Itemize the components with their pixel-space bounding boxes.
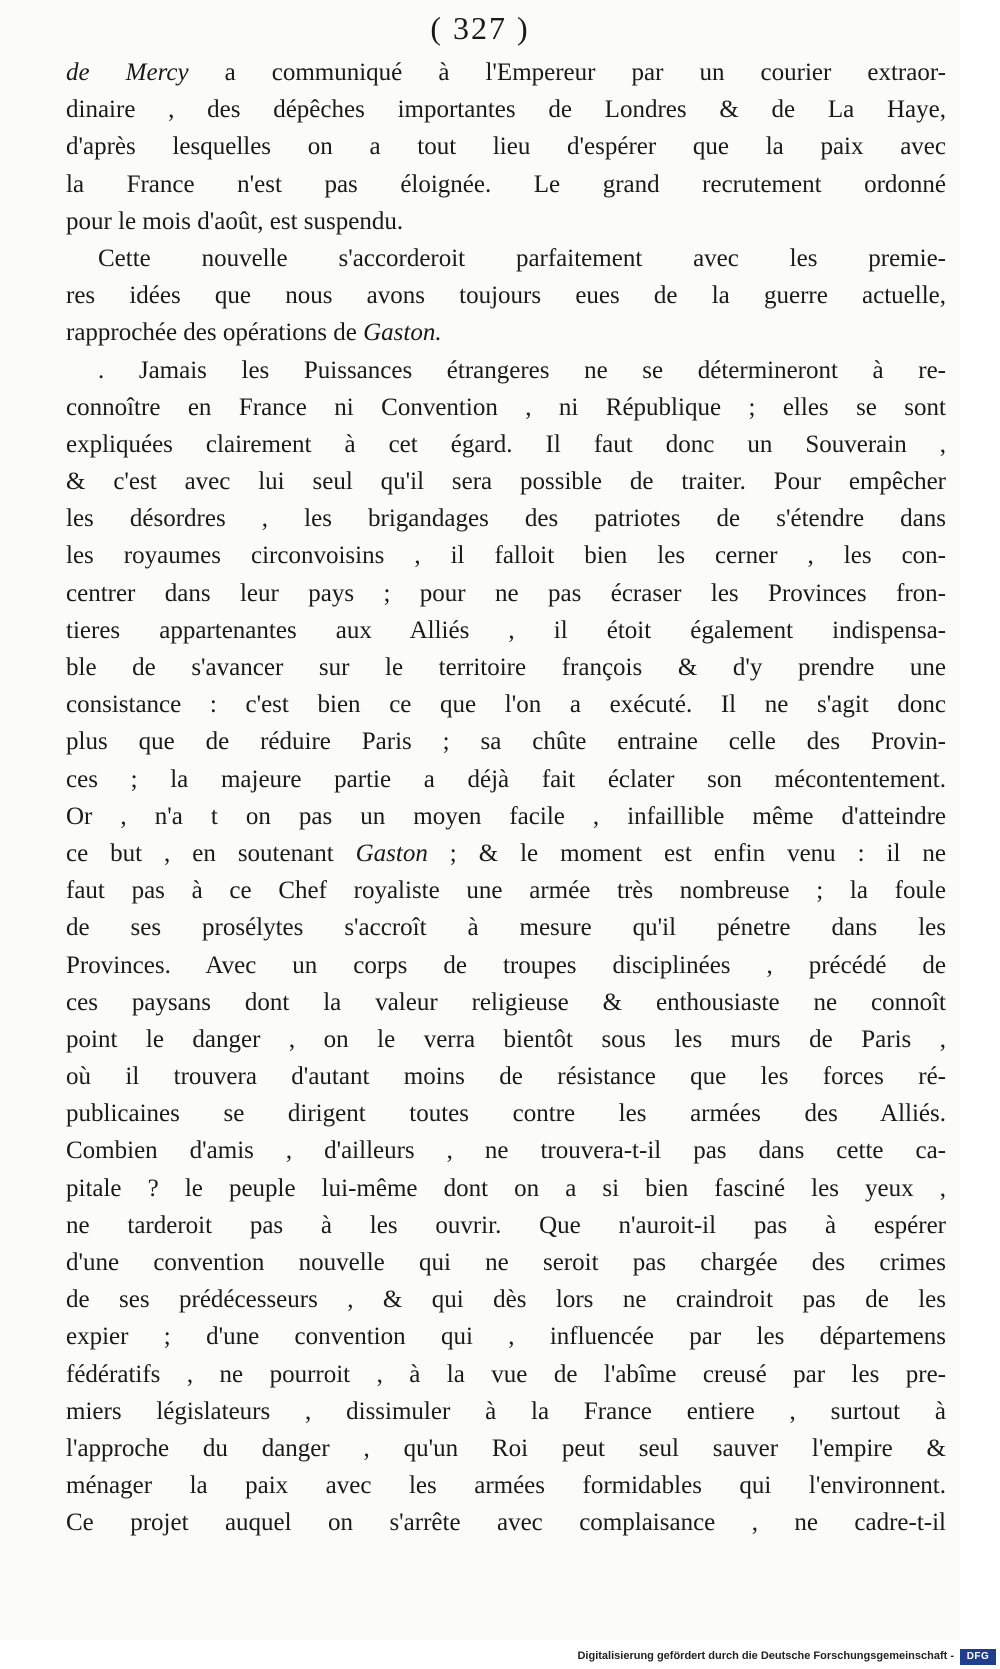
text-run: centrer dans leur pays ; pour ne pas écraser les Provinces fron- (66, 579, 946, 607)
text-line (66, 54, 946, 91)
text-run: dinaire , des dépêches importantes de Londres & de La Haye, (66, 96, 946, 124)
text-run: de ses prédécesseurs , & qui dès lors ne craindroit pas de les (66, 1286, 946, 1314)
text-line (66, 314, 946, 351)
text-run: & c'est avec lui seul qu'il sera possible de traiter. Pour empêcher (66, 468, 946, 496)
text-line (66, 352, 946, 389)
text-run: d'après lesquelles on a tout lieu d'espérer que la paix avec (66, 133, 946, 161)
text-line (66, 1504, 946, 1541)
text-run: où il trouvera d'autant moins de résistance que les forces ré- (66, 1063, 946, 1091)
text-line (66, 1244, 946, 1281)
text-run: Combien d'amis , d'ailleurs , ne trouvera-t-il pas dans cette ca- (66, 1137, 946, 1165)
text-run: ne tarderoit pas à les ouvrir. Que n'auroit-il pas à espérer (66, 1211, 946, 1239)
text-run: Cette nouvelle s'accorderoit parfaitement avec les premie- (98, 244, 946, 272)
text-run: ménager la paix avec les armées formidables qui l'environnent. (66, 1472, 946, 1500)
text-line (66, 1281, 946, 1318)
text-line (66, 1207, 946, 1244)
digitization-credit: Digitalisierung gefördert durch die Deutsche Forschungsgemeinschaft - (577, 1650, 954, 1662)
text-run: rapprochée des opérations de (66, 319, 364, 347)
footer-bar (0, 1646, 1000, 1669)
text-run: ces ; la majeure partie a déjà fait éclater son mécontentement. (66, 765, 946, 793)
text-line (66, 1058, 946, 1095)
text-run: l'approche du danger , qu'un Roi peut seul sauver l'empire & (66, 1434, 946, 1462)
italic-name: de Mercy (66, 59, 189, 86)
text-run: de ses prosélytes s'accroît à mesure qu'il pénetre dans les (66, 914, 946, 942)
text-line (66, 575, 946, 612)
text-line (66, 761, 946, 798)
text-run: ble de s'avancer sur le territoire françois & d'y prendre une (66, 654, 946, 681)
text-line (66, 686, 946, 723)
text-line (66, 389, 946, 426)
text-run: fédératifs , ne pourroit , à la vue de l'abîme creusé par les pre- (66, 1360, 946, 1388)
text-run: publicaines se dirigent toutes contre les armées des Alliés. (66, 1100, 946, 1128)
text-line (66, 1318, 946, 1355)
text-line (66, 947, 946, 984)
body-text (66, 54, 946, 1542)
text-run: miers législateurs , dissimuler à la France entiere , surtout à (66, 1397, 946, 1425)
text-line (66, 1021, 946, 1058)
text-line (66, 1132, 946, 1169)
text-line (66, 537, 946, 574)
text-run: tieres appartenantes aux Alliés , il étoit également indispensa- (66, 616, 946, 644)
text-line (66, 612, 946, 649)
text-line (66, 1095, 946, 1132)
text-run: . Jamais les Puissances étrangeres ne se détermineront à re- (98, 356, 946, 384)
text-run: point le danger , on le verra bientôt sous les murs de Paris , (66, 1025, 946, 1053)
text-line (66, 723, 946, 760)
text-run: ce but , en soutenant (66, 839, 356, 867)
text-line (66, 166, 946, 203)
text-line (66, 91, 946, 128)
text-run: connoître en France ni Convention , ni République ; elles se sont (66, 393, 946, 421)
text-line (66, 240, 946, 277)
text-line (66, 500, 946, 537)
text-line (66, 1393, 946, 1430)
text-line (66, 649, 946, 686)
text-line (66, 1430, 946, 1467)
text-run: Provinces. Avec un corps de troupes disciplinées , précédé de (66, 951, 946, 979)
italic-name: Gaston. (363, 319, 442, 347)
italic-name: Gaston (355, 839, 428, 867)
text-run: consistance : c'est bien ce que l'on a exécuté. Il ne s'agit donc (66, 691, 946, 719)
text-run: pitale ? le peuple lui-même dont on a si bien fasciné les yeux , (66, 1174, 946, 1202)
text-line (66, 426, 946, 463)
text-line (66, 798, 946, 835)
text-line (66, 1467, 946, 1504)
text-run: les royaumes circonvoisins , il falloit bien les cerner , les con- (66, 542, 946, 570)
text-line (66, 909, 946, 946)
text-run: expliquées clairement à cet égard. Il faut donc un Souverain , (66, 430, 946, 458)
text-line (66, 1356, 946, 1393)
text-run: res idées que nous avons toujours eues de la guerre actuelle, (66, 282, 946, 310)
text-run: plus que de réduire Paris ; sa chûte entraine celle des Provin- (66, 728, 946, 756)
text-line (66, 463, 946, 500)
page-number: ( 327 ) (430, 10, 530, 46)
dfg-logo: DFG (960, 1649, 996, 1665)
text-run: faut pas à ce Chef royaliste une armée très nombreuse ; la foule (66, 877, 946, 905)
text-line (66, 835, 946, 872)
text-line (66, 277, 946, 314)
text-run: ces paysans dont la valeur religieuse & enthousiaste ne connoît (66, 988, 946, 1016)
text-line (66, 128, 946, 165)
text-line (66, 984, 946, 1021)
text-run: ; & le moment est enfin venu : il ne (427, 839, 946, 867)
text-run: les désordres , les brigandages des patriotes de s'étendre dans (66, 505, 946, 533)
text-run: pour le mois d'août, est suspendu. (66, 207, 404, 235)
text-run: d'une convention nouvelle qui ne seroit pas chargée des crimes (66, 1249, 946, 1276)
text-run: Or , n'a t on pas un moyen facile , infaillible même d'atteindre (66, 802, 946, 830)
text-run: Ce projet auquel on s'arrête avec complaisance , ne cadre-t-il (66, 1509, 946, 1537)
text-line (66, 1170, 946, 1207)
text-line (66, 872, 946, 909)
text-run: a communiqué à l'Empereur par un courier extraor- (188, 59, 946, 86)
text-line (66, 203, 946, 240)
text-run: la France n'est pas éloignée. Le grand recrutement ordonné (66, 170, 946, 198)
text-run: expier ; d'une convention qui , influencée par les départemens (66, 1323, 946, 1351)
